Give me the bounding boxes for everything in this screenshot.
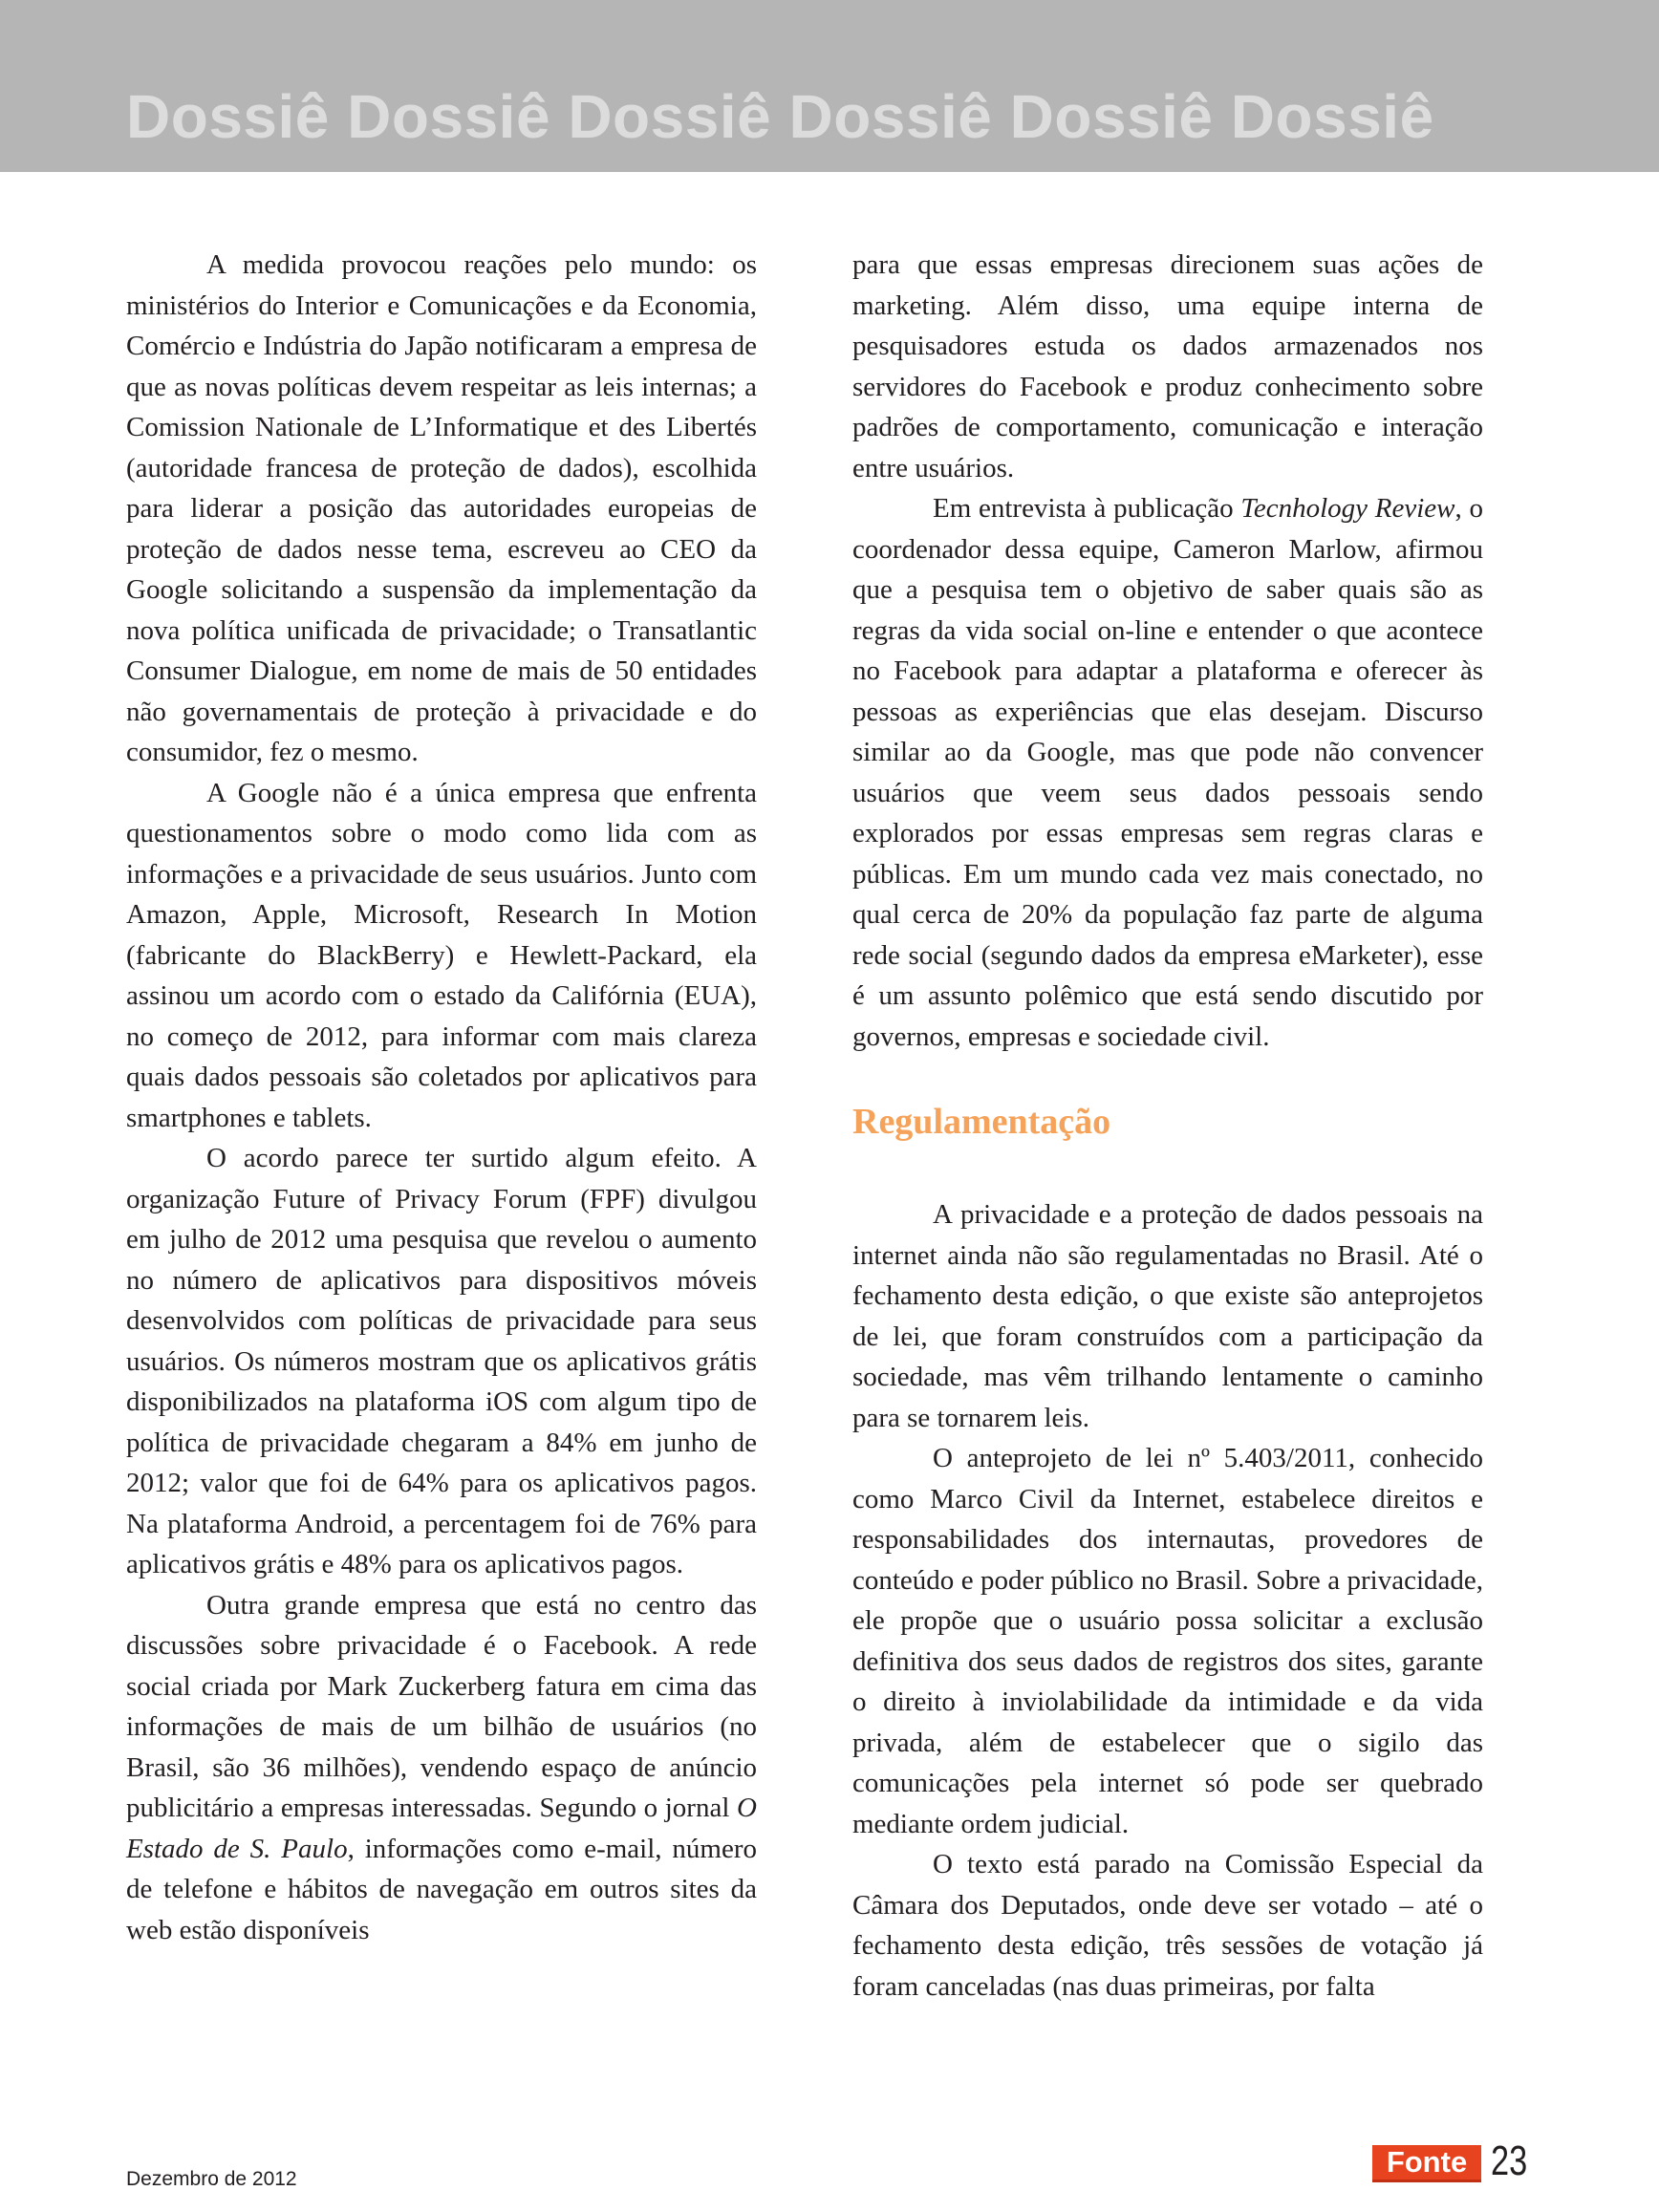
- section-heading: Regulamentação: [852, 1102, 1111, 1142]
- paragraph-continuation: para que essas empresas direcionem suas ações de marketing. Além disso, uma equipe interna de pesquisadores estuda os dados armazenados nos servidores do Facebook e produz conhecimento sobre padrões de comportamento, comunicação e interação entre usuários.: [852, 249, 1483, 483]
- footer-date: Dezembro de 2012: [126, 2168, 297, 2190]
- paragraph: A medida provocou reações pelo mundo: os ministérios do Interior e Comunicações e da Economia, Comércio e Indústria do Japão notificaram a empresa de que as novas políticas devem respeitar as leis internas; a Comission Nationale de L’Informatique et des Libertés (autoridade francesa de proteção de dados), escolhida para liderar a posição das autoridades europeias de proteção de dados nesse tema, escreveu ao CEO da Google solicitando a suspensão da implementação da nova política unificada de privacidade; o Transatlantic Consumer Dialogue, em nome de mais de 50 entidades não governamentais de proteção à privacidade e do consumidor, fez o mesmo.: [126, 249, 757, 767]
- publication-title: Tecnhology Review: [1240, 493, 1455, 524]
- paragraph: O anteprojeto de lei nº 5.403/2011, conhecido como Marco Civil da Internet, estabelece direitos e responsabilidades dos internautas, provedores de conteúdo e poder público no Brasil. Sobre a privacidade, ele propõe que o usuário possa solicitar a exclusão definitiva dos seus dados de registros dos sites, garante o direito à inviolabilidade da intimidade e da vida privada, além de estabelecer que o sigilo das comunicações pela internet só pode ser quebrado mediante ordem judicial.: [852, 1443, 1483, 1839]
- left-column: [126, 245, 757, 1950]
- paragraph-text: Em entrevista à publicação: [933, 493, 1241, 524]
- paragraph: O texto está parado na Comissão Especial da Câmara dos Deputados, onde deve ser votado – até o fechamento desta edição, três sessões de votação já foram canceladas (nas duas primeiras, por falta: [852, 1849, 1483, 2002]
- newspaper-title: O Estado de S. Paulo: [126, 1793, 757, 1864]
- paragraph-text: Outra grande empresa que está no centro das discussões sobre privacidade é o Facebook. A rede social criada por Mark Zuckerberg fatura em cima das informações de mais de um bilhão de usuários (no Brasil, são 36 milhões), vendendo espaço de anúncio publicitário a empresas interessadas. Segundo o jornal: [126, 1589, 757, 1823]
- paragraph: [126, 1585, 757, 1951]
- paragraph: A privacidade e a proteção de dados pessoais na internet ainda não são regulamentadas no Brasil. Até o fechamento desta edição, o que existe são anteprojetos de lei, que foram construídos com a participação da sociedade, mas vêm trilhando lentamente o caminho para se tornarem leis.: [852, 1199, 1483, 1433]
- paragraph-text: , o coordenador dessa equipe, Cameron Marlow, afirmou que a pesquisa tem o objetivo de saber quais são as regras da vida social on-line e entender o que acontece no Facebook para adaptar a plataforma e oferecer às pessoas as experiências que elas desejam. Discurso similar ao da Google, mas que pode não convencer usuários que veem seus dados pessoais sendo explorados por essas empresas sem regras claras e públicas. Em um mundo cada vez mais conectado, no qual cerca de 20% da população faz parte de alguma rede social (segundo dados da empresa eMarketer), esse é um assunto polêmico que está sendo discutido por governos, empresas e sociedade civil.: [852, 493, 1483, 1052]
- right-column: [852, 245, 1483, 2007]
- paragraph: [852, 488, 1483, 1057]
- banner-title: Dossiê Dossiê Dossiê Dossiê Dossiê Dossiê: [126, 82, 1434, 151]
- page-number: 23: [1491, 2137, 1528, 2184]
- magazine-logo: Fonte: [1372, 2145, 1481, 2182]
- header-banner: [0, 0, 1659, 172]
- paragraph: A Google não é a única empresa que enfrenta questionamentos sobre o modo como lida com as informações e a privacidade de seus usuários. Junto com Amazon, Apple, Microsoft, Research In Motion (fabricante do BlackBerry) e Hewlett-Packard, ela assinou um acordo com o estado da Califórnia (EUA), no começo de 2012, para informar com mais clareza quais dados pessoais são coletados por aplicativos para smartphones e tablets.: [126, 777, 757, 1133]
- paragraph: O acordo parece ter surtido algum efeito. A organização Future of Privacy Forum (FPF) divulgou em julho de 2012 uma pesquisa que revelou o aumento no número de aplicativos para dispositivos móveis desenvolvidos com políticas de privacidade para seus usuários. Os números mostram que os aplicativos grátis disponibilizados na plataforma iOS com algum tipo de política de privacidade chegaram a 84% em junho de 2012; valor que foi de 64% para os aplicativos pagos. Na plataforma Android, a percentagem foi de 76% para aplicativos grátis e 48% para os aplicativos pagos.: [126, 1143, 757, 1579]
- paragraph-text: , informações como e-mail, número de telefone e hábitos de navegação em outros sites da web estão disponíveis: [126, 1833, 757, 1945]
